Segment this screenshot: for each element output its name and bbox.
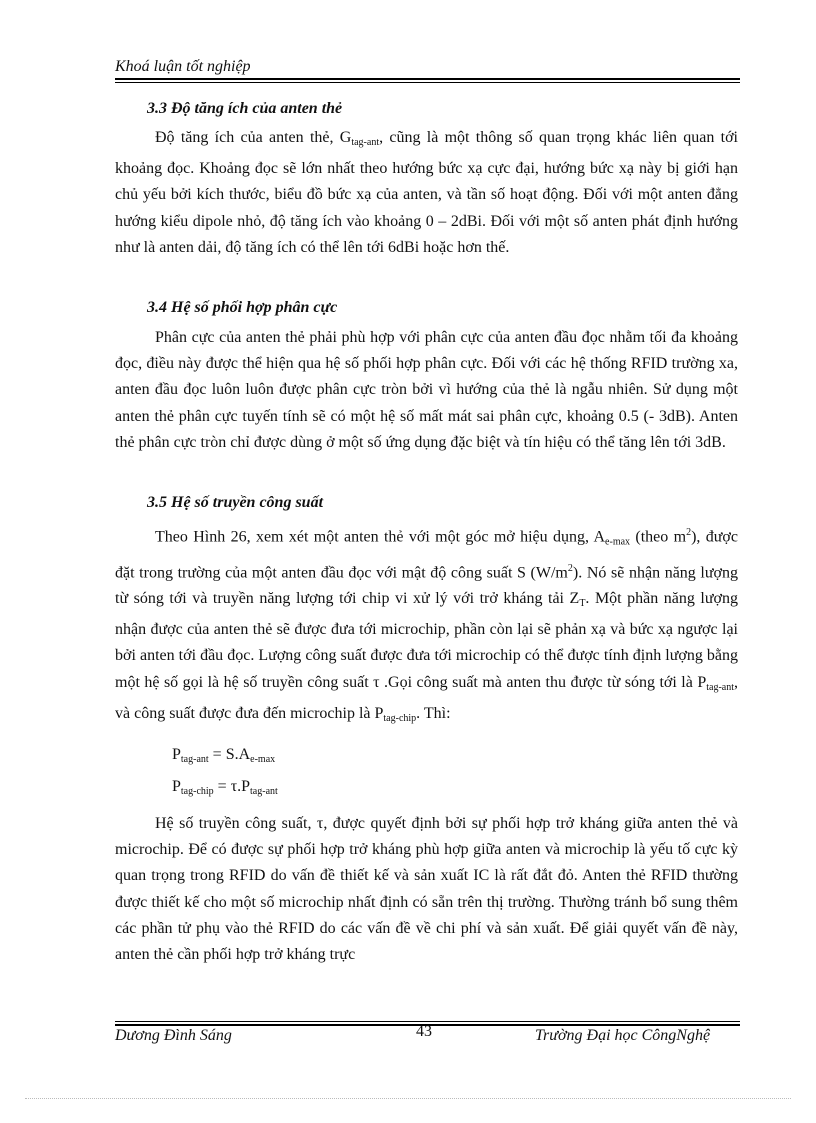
section-heading-3-5: 3.5 Hệ số truyền công suất bbox=[147, 494, 324, 511]
section-heading-3-3: 3.3 Độ tăng ích của anten thẻ bbox=[147, 100, 343, 117]
paragraph-3-5: Theo Hình 26, xem xét một anten thẻ với một góc mở hiệu dụng, $A_{e-max}$ (theo $m^2$), được đặt trong trường của một anten đầu đọc với mật độ công suất S $(W/m^2)$. Nó sẽ nhận năng lượng từ sóng tới và truyền năng lượng tới chip vi xử lý với trở kháng tải $Z_T$. Một phần năng lượng nhận được của anten thẻ sẽ được đưa tới microchip, phần còn lại sẽ phản xạ và bức xạ ngược lại bởi anten tới đầu đọc. Lượng công suất được đưa tới microchip có thể được tính định lượng bằng một hệ số gọi là hệ số truyền công suất τ .Gọi công suất mà anten thu được từ sóng tới là $P_{tag-ant}$, và công suất được đưa đến microchip là $P_{tag-chip}$. Thì: bbox=[115, 527, 738, 724]
footer-school: Trường Đại học CôngNghệ bbox=[535, 1027, 711, 1044]
paragraph-3-5-continued: Hệ số truyền công suất, τ, được quyết định bởi sự phối hợp trở kháng giữa anten thẻ và microchip. Để có được sự phối hợp trở kháng phù hợp giữa anten và microchip là yếu tố cực kỳ quan trọng trong RFID do vấn đề thiết kế và sản xuất IC là rất đắt đỏ. Anten thẻ RFID thường được thiết kế cho một số microchip nhất định có sẵn trên thị trường. Thường tránh bổ sung thêm các phần tử phụ vào thẻ RFID do các vấn đề về chi phí và sản xuất. Để giải quyết vấn đề này, anten thẻ cần phối hợp trở kháng trực bbox=[115, 815, 738, 964]
p33-part-b: , cũng là một thông số quan trọng khác liên quan tới khoảng đọc. Khoảng đọc sẽ lớn nhất theo hướng bức xạ cực đại, hướng bức xạ này bị giới hạn chủ yếu bởi kích thước, biểu đồ bức xạ của anten, và tần số hoạt động. Đối với một anten đẳng hướng kiểu dipole nhỏ, độ tăng ích vào khoảng 0 – 2dBi. Đối với một số anten phát định hướng như là anten dải, độ tăng ích có thể lên tới 6dBi hoặc hơn thế. bbox=[115, 129, 738, 256]
page-header-title: Khoá luận tốt nghiệp bbox=[115, 58, 251, 75]
p33-part-a: Độ tăng ích của anten thẻ, G bbox=[155, 129, 352, 146]
equation-p-tag-chip: $P_{tag-chip} = \tau.P_{tag-ant}$ bbox=[172, 778, 278, 797]
paragraph-3-4: Phân cực của anten thẻ phải phù hợp với phân cực của anten đầu đọc nhằm tối đa khoảng đọc, điều này được thể hiện qua hệ số phối hợp phân cực. Đối với các hệ thống RFID trường xa, anten đầu đọc luôn luôn được phân cực tròn bởi vì hướng của thẻ là ngẫu nhiên. Sử dụng một anten thẻ phân cực tuyến tính sẽ có một hệ số mất mát sai phân cực, khoảng 0.5 (- 3dB). Anten thẻ phân cực tròn chỉ được dùng ở một số ứng dụng đặc biệt và tín hiệu có thể tăng lên tới 3dB. bbox=[115, 329, 738, 451]
header-rule-thin bbox=[115, 82, 740, 83]
page-bottom-dotted-line bbox=[25, 1098, 791, 1099]
page-number: 43 bbox=[416, 1023, 432, 1040]
section-heading-3-4: 3.4 Hệ số phối hợp phân cực bbox=[147, 299, 338, 316]
header-rule-thick bbox=[115, 78, 740, 80]
paragraph-3-3 bbox=[115, 125, 738, 261]
footer-author: Dương Đình Sáng bbox=[115, 1027, 232, 1044]
footer-rule-thin bbox=[115, 1021, 740, 1022]
p33-sub: tag-ant bbox=[351, 137, 380, 148]
equation-p-tag-ant: $P_{tag-ant} = S.A_{e-max}$ bbox=[172, 746, 276, 765]
